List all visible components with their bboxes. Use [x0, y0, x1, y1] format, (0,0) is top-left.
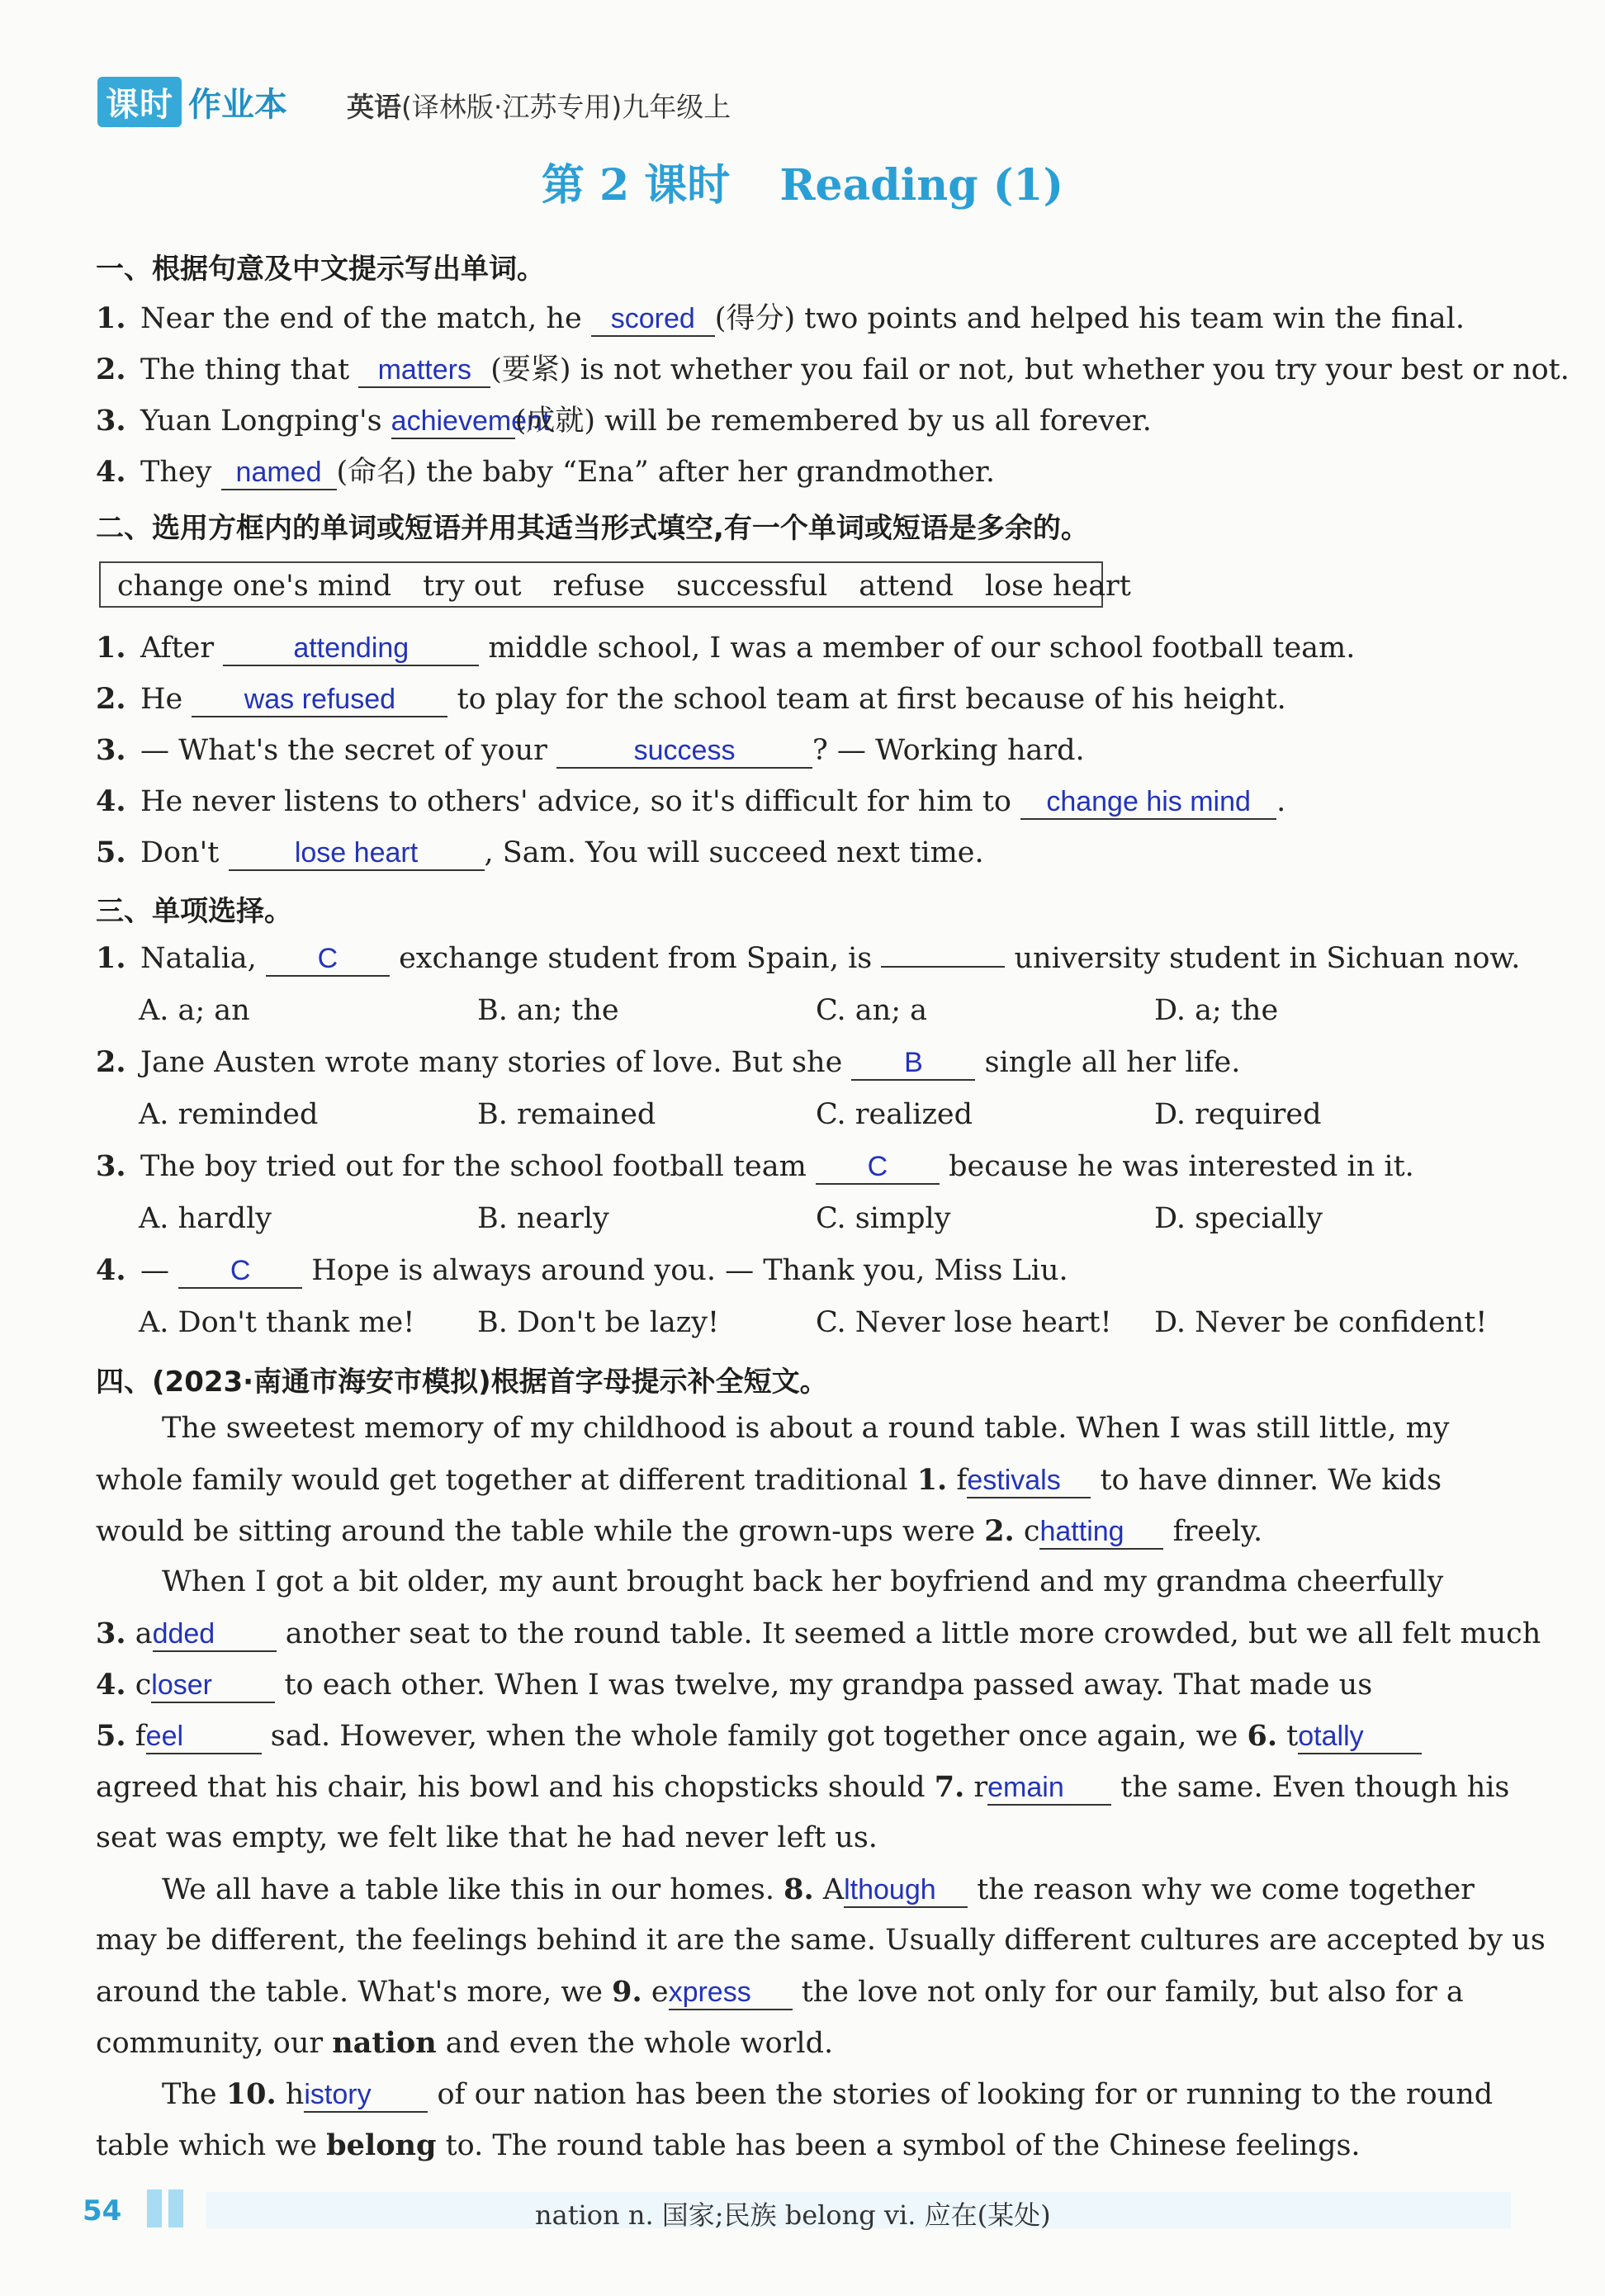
answer-blank[interactable]: success: [556, 735, 812, 769]
lesson-name: Reading (1): [779, 160, 1064, 211]
s3-item-2: 2. Jane Austen wrote many stories of love. But she B single all her life.: [96, 1045, 1241, 1079]
answer-blank[interactable]: C: [266, 943, 390, 977]
cloze-blank-3[interactable]: dded: [153, 1618, 277, 1652]
s3-item-3: 3. The boy tried out for the school football team C because he was interested in it.: [96, 1149, 1414, 1183]
option-d[interactable]: D. Never be confident!: [1154, 1306, 1488, 1339]
option-d[interactable]: D. required: [1154, 1098, 1322, 1131]
option-a[interactable]: A. reminded: [139, 1098, 319, 1131]
edition: (译林版·江苏专用)九年级上: [401, 91, 731, 123]
option-c[interactable]: C. Never lose heart!: [816, 1306, 1112, 1339]
cloze-blank-1[interactable]: estivals: [967, 1465, 1091, 1498]
s2-item-3: 3. — What's the secret of your success ? — Working hard.: [96, 733, 1085, 767]
answer-blank[interactable]: matters: [358, 354, 490, 388]
option-b[interactable]: B. nearly: [477, 1202, 609, 1235]
option-d[interactable]: D. specially: [1154, 1202, 1323, 1235]
option-c[interactable]: C. simply: [816, 1202, 951, 1235]
passage-line: 3. added another seat to the round table. It seemed a little more crowded, but we all felt much: [96, 1617, 1541, 1650]
passage-line: When I got a bit older, my aunt brought back her boyfriend and my grandma cheerfully: [162, 1565, 1444, 1598]
answer-blank[interactable]: attending: [223, 632, 479, 666]
cloze-blank-10[interactable]: istory: [304, 2079, 428, 2113]
option-a[interactable]: A. hardly: [139, 1202, 272, 1235]
book-subtitle: [347, 86, 731, 125]
s2-item-5: 5. Don't lose heart , Sam. You will succeed next time.: [96, 836, 984, 869]
option-b[interactable]: B. Don't be lazy!: [477, 1306, 720, 1339]
answer-blank[interactable]: C: [816, 1151, 940, 1185]
word-option: change one's mind: [117, 570, 392, 603]
lesson-label: 第 2 课时: [541, 160, 731, 211]
passage-line: 4. closer to each other. When I was twelve, my grandpa passed away. That made us: [96, 1668, 1373, 1702]
section2-heading: 二、选用方框内的单词或短语并用其适当形式填空,有一个单词或短语是多余的。: [96, 512, 1089, 545]
section3-heading: 三、单项选择。: [96, 895, 292, 928]
passage-line: would be sitting around the table while the grown-ups were 2. chatting freely.: [96, 1514, 1263, 1548]
page-number: 54: [83, 2194, 122, 2227]
passage-line: The sweetest memory of my childhood is about a round table. When I was still little, my: [162, 1412, 1450, 1445]
section1-heading: 一、根据句意及中文提示写出单词。: [96, 253, 545, 286]
option-d[interactable]: D. a; the: [1154, 994, 1279, 1027]
cloze-blank-6[interactable]: otally: [1298, 1721, 1422, 1754]
word-option: successful: [676, 570, 828, 603]
s1-item-1: 1. Near the end of the match, he scored (得分) two points and helped his team win the final.: [96, 301, 1465, 335]
passage-line: around the table. What's more, we 9. express the love not only for our family, but also for a: [96, 1975, 1464, 2009]
answer-blank[interactable]: C: [178, 1255, 302, 1289]
word-option: try out: [423, 570, 522, 603]
subject: 英语: [347, 91, 401, 123]
answer-blank[interactable]: achievement: [391, 405, 515, 439]
page-title: [0, 150, 1605, 212]
passage-line: 5. feel sad. However, when the whole family got together once again, we 6. totally: [96, 1719, 1499, 1754]
s2-item-1: 1. After attending middle school, I was a member of our school football team.: [96, 631, 1356, 665]
cloze-blank-8[interactable]: lthough: [844, 1874, 968, 1908]
passage-line: community, our nation and even the whole world.: [96, 2026, 834, 2060]
word-option: attend: [859, 570, 954, 603]
answer-blank[interactable]: scored: [591, 303, 715, 337]
option-b[interactable]: B. an; the: [477, 994, 619, 1027]
option-a[interactable]: A. Don't thank me!: [139, 1306, 415, 1339]
section4-heading: 四、(2023·南通市海安市模拟)根据首字母提示补全短文。: [96, 1366, 828, 1399]
option-c[interactable]: C. realized: [816, 1098, 973, 1131]
option-b[interactable]: B. remained: [477, 1098, 656, 1131]
s2-item-2: 2. He was refused to play for the school team at first because of his height.: [96, 682, 1286, 716]
s3-item-4: 4. — C Hope is always around you. — Thank you, Miss Liu.: [96, 1253, 1068, 1287]
cloze-blank-4[interactable]: loser: [151, 1669, 275, 1703]
answer-blank[interactable]: named: [221, 457, 337, 490]
answer-blank[interactable]: was refused: [192, 684, 447, 717]
s2-item-4: 4. He never listens to others' advice, so it's difficult for him to change his mind .: [96, 784, 1286, 818]
passage-line: We all have a table like this in our homes. 8. Although the reason why we come together: [162, 1872, 1475, 1906]
logo-text: 作业本: [188, 85, 287, 124]
passage-line: may be different, the feelings behind it are the same. Usually different cultures are accepted by us: [96, 1924, 1546, 1957]
word-option: refuse: [552, 570, 646, 603]
option-c[interactable]: C. an; a: [816, 994, 927, 1027]
cloze-blank-9[interactable]: xpress: [669, 1976, 793, 2010]
word-box: [99, 561, 1131, 608]
passage-line: agreed that his chair, his bowl and his chopsticks should 7. remain the same. Even though his: [96, 1770, 1510, 1804]
answer-blank[interactable]: lose heart: [229, 837, 485, 871]
s1-item-4: 4. They named (命名) the baby “Ena” after her grandmother.: [96, 455, 995, 489]
option-a[interactable]: A. a; an: [139, 994, 250, 1027]
vocab-note: nation n. 国家;民族 belong vi. 应在(某处): [535, 2199, 1051, 2231]
passage-line: seat was empty, we felt like that he had never left us.: [96, 1821, 878, 1854]
publisher-logo: [97, 79, 287, 124]
answer-blank[interactable]: B: [851, 1047, 975, 1081]
s1-item-2: 2. The thing that matters (要紧) is not whether you fail or not, but whether you try your best or not.: [96, 353, 1569, 386]
s3-item-1: 1. Natalia, C exchange student from Spain, is university student in Sichuan now.: [96, 941, 1521, 975]
cloze-blank-5[interactable]: eel: [146, 1721, 262, 1754]
empty-blank[interactable]: [881, 966, 1005, 968]
word-option: lose heart: [984, 570, 1131, 603]
logo-box: 课时: [97, 77, 182, 127]
s1-item-3: 3. Yuan Longping's achievement(成就) will be remembered by us all forever.: [96, 404, 1152, 438]
cloze-blank-2[interactable]: hatting: [1039, 1516, 1163, 1550]
answer-blank[interactable]: change his mind: [1020, 786, 1276, 820]
passage-line: The 10. history of our nation has been the stories of looking for or running to the round: [162, 2077, 1494, 2111]
passage-line: whole family would get together at different traditional 1. festivals to have dinner. We kids: [96, 1463, 1442, 1497]
footer-decoration: [147, 2189, 190, 2231]
cloze-blank-7[interactable]: emain: [987, 1772, 1111, 1806]
passage-line: table which we belong to. The round table has been a symbol of the Chinese feelings.: [96, 2128, 1361, 2162]
